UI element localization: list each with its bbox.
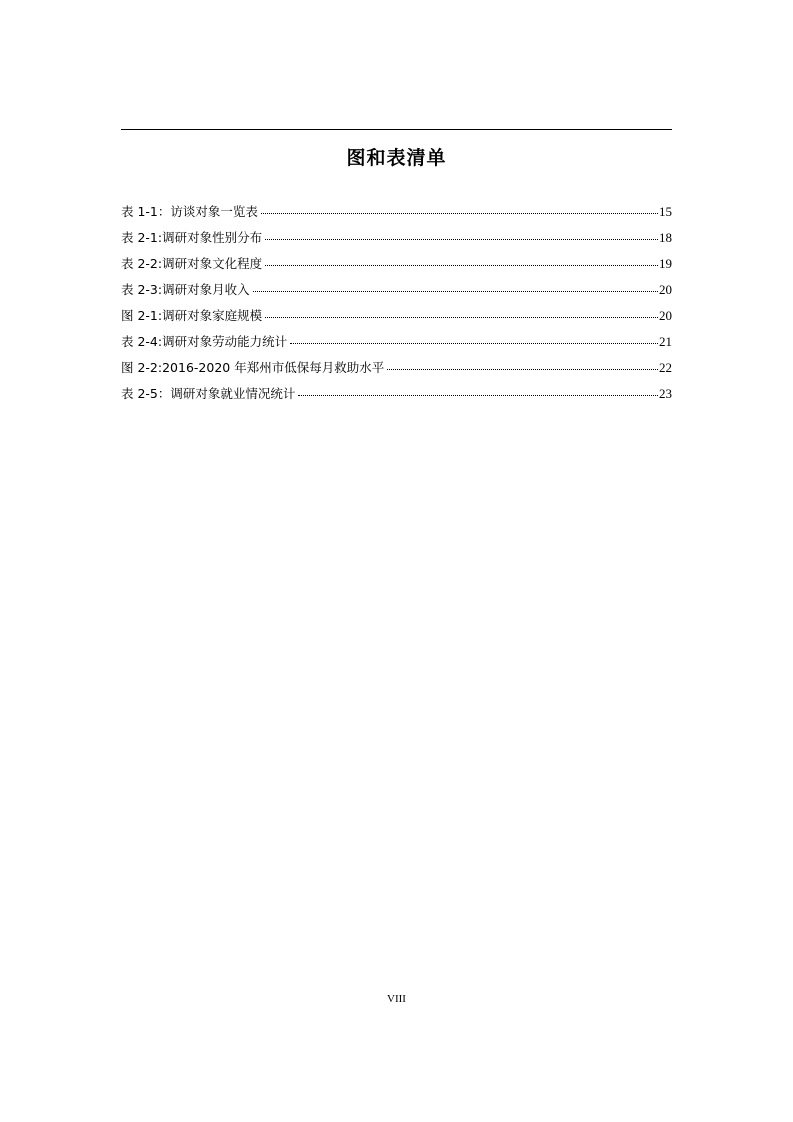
toc-entry[interactable]: [121, 199, 672, 225]
toc-entry-page: 19: [659, 256, 672, 271]
toc-entry-page: 18: [659, 230, 672, 245]
toc-entry-label: 表 2-4:调研对象劳动能力统计: [121, 334, 288, 349]
toc-entry-label: 表 1-1：访谈对象一览表: [121, 204, 258, 219]
page-number: VIII: [387, 993, 406, 1005]
toc-entry-page: 22: [659, 360, 672, 375]
toc-leader: [265, 308, 658, 321]
toc-leader: [265, 256, 658, 269]
toc-leader: [261, 204, 658, 217]
toc-entry-page: 15: [659, 204, 672, 219]
toc-entry[interactable]: [121, 277, 672, 303]
toc-entry-page: 21: [659, 334, 672, 349]
toc-leader: [290, 334, 658, 347]
toc-entry[interactable]: [121, 225, 672, 251]
toc-entry[interactable]: [121, 303, 672, 329]
toc-leader: [387, 360, 658, 373]
toc-entry[interactable]: [121, 251, 672, 277]
toc-entry-label: 表 2-2:调研对象文化程度: [121, 256, 263, 271]
toc-entry-label: 表 2-5：调研对象就业情况统计: [121, 386, 296, 401]
toc-list: [121, 199, 672, 407]
toc-entry-label: 表 2-3:调研对象月收入: [121, 282, 250, 297]
toc-entry-label: 表 2-1:调研对象性别分布: [121, 230, 263, 245]
page-title: 图和表清单: [346, 147, 447, 169]
header-rule: [121, 129, 672, 130]
toc-leader: [298, 386, 658, 399]
toc-entry-label: 图 2-1:调研对象家庭规模: [121, 308, 263, 323]
toc-entry-label: 图 2-2:2016-2020 年郑州市低保每月救助水平: [121, 360, 385, 375]
toc-entry[interactable]: [121, 381, 672, 407]
toc-entry-page: 20: [659, 282, 672, 297]
toc-leader: [253, 282, 658, 295]
toc-entry[interactable]: [121, 355, 672, 381]
toc-leader: [265, 230, 658, 243]
toc-entry[interactable]: [121, 329, 672, 355]
toc-entry-page: 23: [659, 386, 672, 401]
toc-entry-page: 20: [659, 308, 672, 323]
